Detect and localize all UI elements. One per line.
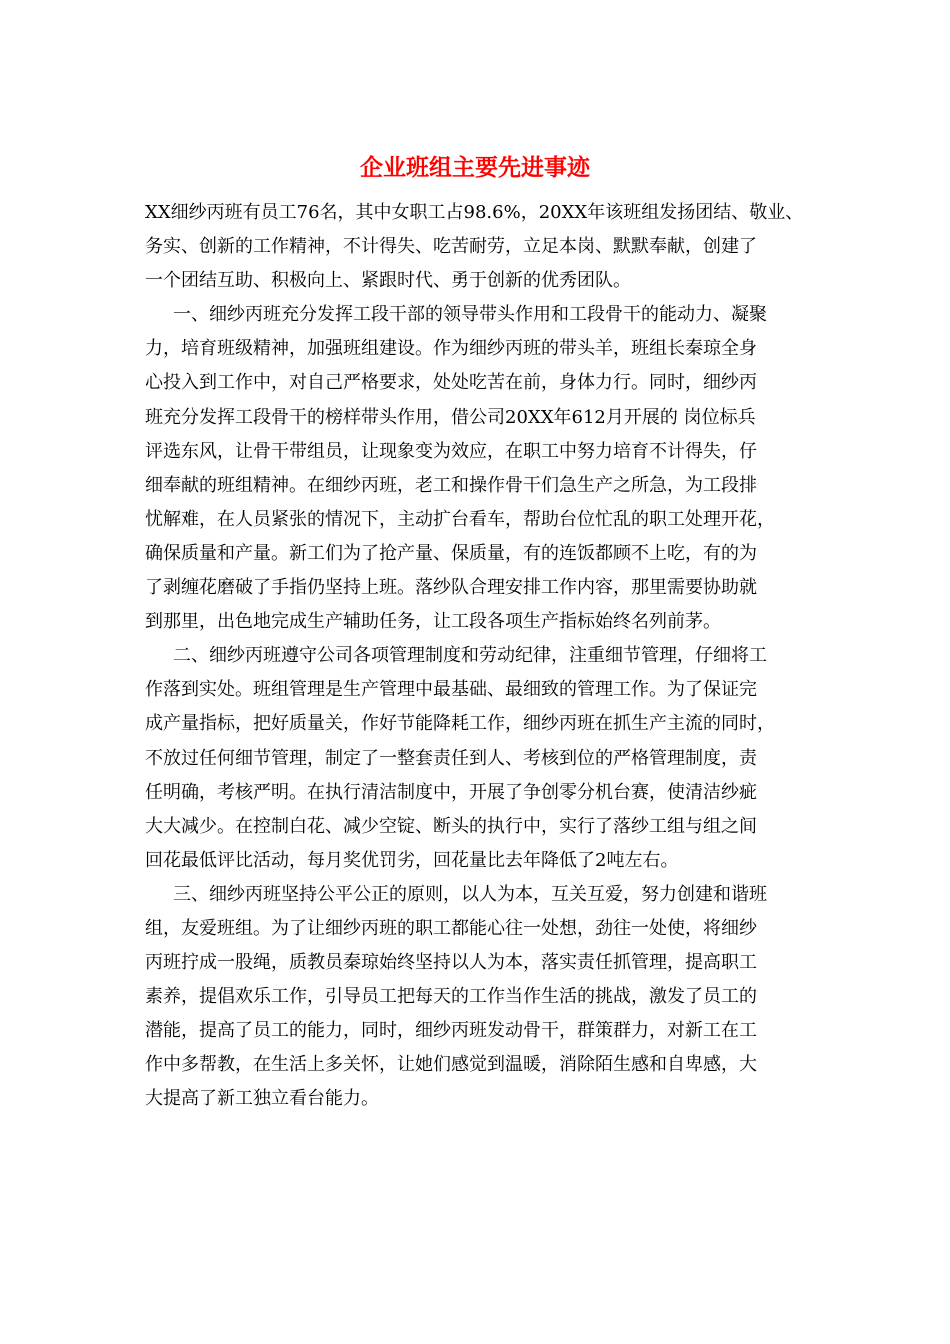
text-line: 了剥缠花磨破了手指仍坚持上班。落纱队合理安排工作内容，那里需要协助就: [145, 577, 757, 599]
text-line: 务实、创新的工作精神，不计得失、吃苦耐劳，立足本岗、默默奉献，创建了: [145, 236, 757, 258]
text-line: 素养，提倡欢乐工作，引导员工把每天的工作当作生活的挑战，激发了员工的: [145, 986, 757, 1008]
text-line: 大大减少。在控制白花、减少空锭、断头的执行中，实行了落纱工组与组之间: [145, 815, 757, 837]
text-line: 三、细纱丙班坚持公平公正的原则，以人为本，互关互爱，努力创建和谐班: [173, 883, 767, 905]
text-line: 心投入到工作中，对自己严格要求，处处吃苦在前，身体力行。同时，细纱丙: [145, 372, 757, 394]
text-line: 力，培育班级精神，加强班组建设。作为细纱丙班的带头羊，班组长秦琼全身: [145, 338, 757, 360]
paragraph: [145, 639, 815, 878]
text-line: 细奉献的班组精神。在细纱丙班，老工和操作骨干们急生产之所急，为工段排: [145, 474, 757, 496]
text-line: 到那里，出色地完成生产辅助任务，让工段各项生产指标始终名列前茅。: [145, 611, 721, 633]
text-line: 班充分发挥工段骨干的榜样带头作用，借公司20XX年612月开展的 岗位标兵: [145, 406, 756, 428]
text-line: 作落到实处。班组管理是生产管理中最基础、最细致的管理工作。为了保证完: [145, 679, 757, 701]
text-line: 一个团结互助、积极向上、紧跟时代、勇于创新的优秀团队。: [145, 270, 631, 292]
text-line: 组，友爱班组。为了让细纱丙班的职工都能心往一处想，劲往一处使，将细纱: [145, 917, 757, 939]
text-line: 一、细纱丙班充分发挥工段干部的领导带头作用和工段骨干的能动力、凝聚: [173, 304, 767, 326]
document-title: 企业班组主要先进事迹: [360, 154, 590, 181]
text-line: 不放过任何细节管理，制定了一整套责任到人、考核到位的严格管理制度，责: [145, 747, 757, 769]
paragraph: [145, 298, 815, 639]
text-line: 二、细纱丙班遵守公司各项管理制度和劳动纪律，注重细节管理，仔细将工: [173, 645, 767, 667]
text-line: 任明确，考核严明。在执行清洁制度中，开展了争创零分机台赛，使清洁纱疵: [145, 781, 757, 803]
text-line: 潜能，提高了员工的能力，同时，细纱丙班发动骨干，群策群力，对新工在工: [145, 1020, 757, 1042]
text-line: 大提高了新工独立看台能力。: [145, 1088, 379, 1110]
text-line: 丙班拧成一股绳，质教员秦琼始终坚持以人为本，落实责任抓管理，提高职工: [145, 952, 757, 974]
text-line: 成产量指标，把好质量关，作好节能降耗工作，细纱丙班在抓生产主流的同时，: [145, 713, 775, 735]
document-body: [145, 196, 815, 1117]
text-line: 评选东风，让骨干带组员，让现象变为效应，在职工中努力培育不计得失，仔: [145, 440, 757, 462]
text-line: 忧解难，在人员紧张的情况下，主动扩台看车，帮助台位忙乱的职工处理开花，: [145, 508, 775, 530]
paragraph: [145, 196, 815, 298]
text-line: 确保质量和产量。新工们为了抢产量、保质量，有的连饭都顾不上吃，有的为: [145, 542, 757, 564]
text-line: XX细纱丙班有员工76名，其中女职工占98.6%，20XX年该班组发扬团结、敬业、: [145, 202, 804, 223]
text-line: 回花最低评比活动，每月奖优罚劣，回花量比去年降低了2吨左右。: [145, 849, 679, 871]
paragraph: [145, 878, 815, 1117]
text-line: 作中多帮教，在生活上多关怀，让她们感觉到温暖，消除陌生感和自卑感，大: [145, 1054, 757, 1076]
